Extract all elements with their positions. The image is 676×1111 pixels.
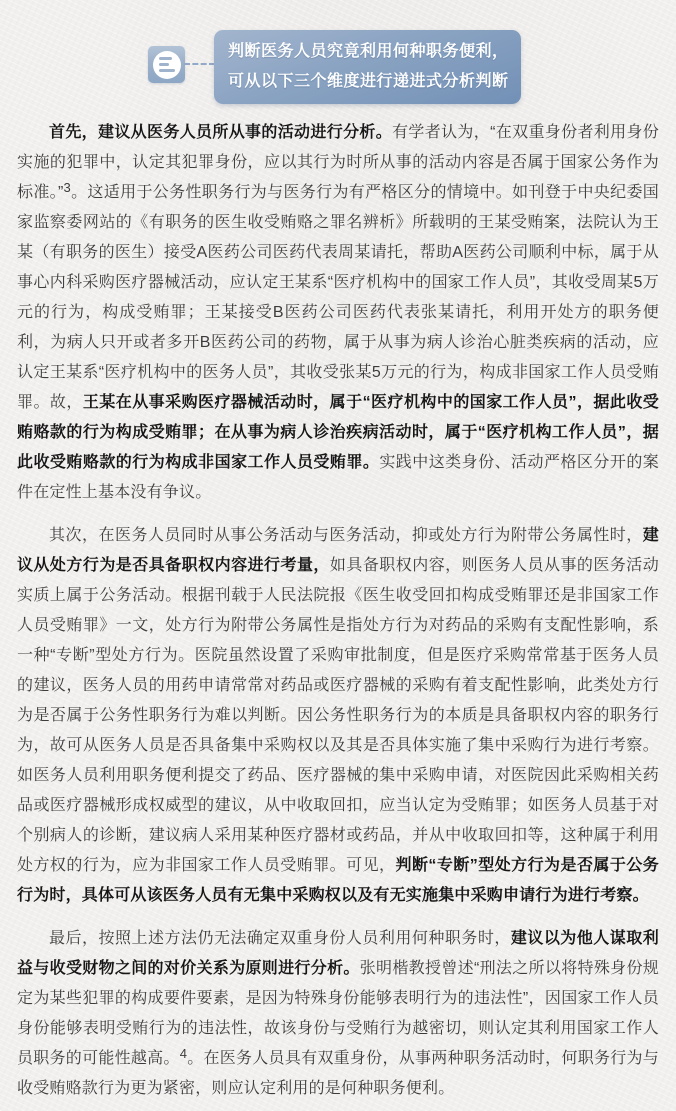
banner-title-line1: 判断医务人员究竟利用何种职务便利， bbox=[228, 43, 509, 60]
article-body bbox=[0, 118, 676, 1104]
emphasis-text: 首先，建议从医务人员所从事的活动进行分析。 bbox=[49, 124, 393, 141]
banner-title-line2: 可从以下三个维度进行递进式分析判断 bbox=[228, 73, 509, 90]
emphasis-text: 判断“专断”型处方行为是否属于公务行为时，具体可从该医务人员有无集中采购权以及有无实施集中采购申请行为进行考察。 bbox=[17, 857, 659, 904]
section-title-banner bbox=[214, 30, 521, 104]
body-text: 其次，在医务人员同时从事公务活动与医务活动，抑或处方行为附带公务属性时， bbox=[49, 527, 643, 544]
paragraph bbox=[17, 924, 659, 1104]
footnote-ref: 4 bbox=[179, 1046, 188, 1061]
emphasis-text: 王某在从事采购医疗器械活动时，属于“医疗机构中的国家工作人员”，据此收受贿赂款的行为构成受贿罪；在从事为病人诊治疾病活动时，属于“医疗机构工作人员”，据此收受贿赂款的行为构成非国家工作人员受贿罪。 bbox=[17, 394, 659, 471]
body-text: 如具备职权内容，则医务人员从事的医务活动实质上属于公务活动。根据刊载于人民法院报《医生收受回扣构成受贿罪还是非国家工作人员受贿罪》一文，处方行为附带公务属性是指处方行为对药品的采购有支配性影响，系一种“专断”型处方行为。医院虽然设置了采购审批制度，但是医疗采购常常基于医务人员的建议，医务人员的用药申请常常对药品或医疗器械的采购有着支配性影响，此类处方行为是否属于公务性职务行为难以判断。因公务性职务行为的本质是具备职权内容的职务行为，故可从医务人员是否具备集中采购权以及其是否具体实施了集中采购行为进行考察。如医务人员利用职务便利提交了药品、医疗器械的集中采购申请，对医院因此采购相关药品或医疗器械形成权威型的建议，从中收取回扣，应当认定为受贿罪；如医务人员基于对个别病人的诊断，建议病人采用某种医疗器材或药品，并从中收取回扣等，这种属于利用处方权的行为，应为非国家工作人员受贿罪。可见， bbox=[17, 557, 659, 874]
emphasis-text: 建议以为他人谋取利益与收受财物之间的对价关系为原则进行分析。 bbox=[17, 930, 659, 977]
emphasis-text: 建议从处方行为是否具备职权内容进行考量， bbox=[17, 527, 659, 574]
body-text: 。这适用于公务性职务行为与医务行为有严格区分的情境中。如刊登于中央纪委国家监察委网站的《有职务的医生收受贿赂之罪名辨析》所载明的王某受贿案，法院认为王某（有职务的医生）接受A医药公司医药代表周某请托，帮助A医药公司顺利中标，属于从事心内科采购医疗器械活动，应认定王某系“医疗机构中的国家工作人员”，其收受周某5万元的行为，构成受贿罪；王某接受B医药公司医药代表张某请托，利用开处方的职务便利，为病人只开或者多开B医药公司的药物，属于从事为病人诊治心脏类疾病的活动，应认定王某系“医疗机构中的医务人员”，其收受张某5万元的行为，构成非国家工作人员受贿罪。故， bbox=[17, 184, 659, 411]
section-number-badge bbox=[148, 46, 185, 83]
footnote-ref: 3 bbox=[63, 180, 71, 195]
paragraph bbox=[17, 521, 659, 911]
body-text: 有学者认为，“在双重身份者利用身份实施的犯罪中，认定其犯罪身份，应以其行为时所从事的活动内容是否属于国家公务作为标准。” bbox=[17, 124, 659, 201]
body-text: 实践中这类身份、活动严格区分开的案件在定性上基本没有争议。 bbox=[17, 454, 660, 501]
body-text: 张明楷教授曾述“刑法之所以将特殊身份规定为某些犯罪的构成要件要素，是因为特殊身份能够表明行为的违法性”，因国家工作人员身份能够表明受贿行为的违法性，故该身份与受贿行为越密切，则认定其利用国家工作人员职务的可能性越高。 bbox=[17, 960, 659, 1067]
body-text: 最后，按照上述方法仍无法确定双重身份人员利用何种职务时， bbox=[49, 930, 511, 947]
body-text: 。在医务人员具有双重身份，从事两种职务活动时，何职务行为与收受贿赂款行为更为紧密，则应认定利用的是何种职务便利。 bbox=[17, 1050, 659, 1097]
section-three-icon bbox=[153, 51, 181, 79]
dashed-connector-line bbox=[184, 63, 215, 65]
section-header bbox=[0, 0, 676, 118]
paragraph bbox=[17, 118, 659, 508]
